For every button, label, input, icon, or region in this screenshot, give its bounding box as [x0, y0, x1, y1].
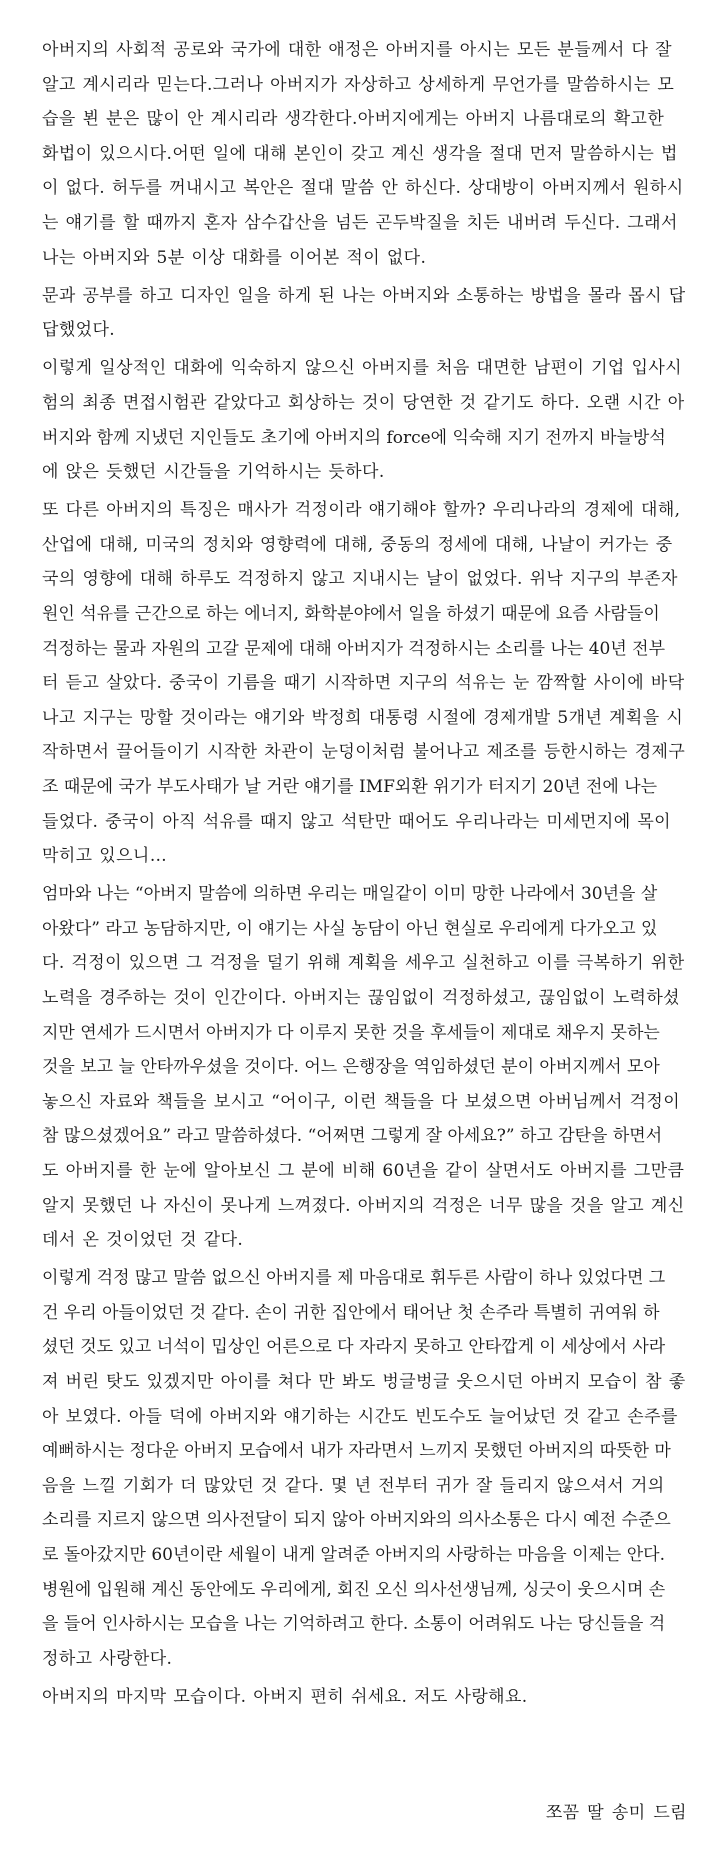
text-line: 아버지의 사회적 공로와 국가에 대한 애정은 아버지를 아시는 모든 분들께서 다 잘: [42, 40, 672, 60]
text-line: 나고 지구는 망할 것이라는 얘기와 박정희 대통령 시절에 경제개발 5개년 계획을 시: [42, 707, 684, 728]
text-line: 알지 못했던 나 자신이 못나게 느껴졌다. 아버지의 걱정은 너무 많을 것을 알고 계신: [42, 1195, 685, 1216]
text-line: 셨던 것도 있고 너석이 밉상인 어른으로 다 자라지 못하고 안타깝게 이 세상에서 사라: [42, 1337, 666, 1358]
text-line: 이렇게 일상적인 대화에 익숙하지 않으신 아버지를 처음 대면한 남편이 기업 입사시: [42, 358, 682, 379]
text-line: 알고 계시리라 믿는다.그러나 아버지가 자상하고 상세하게 무언가를 말씀하시는 모: [42, 74, 675, 95]
text-line: 참 많으셨겠어요” 라고 말씀하셨다. “어쩌면 그렇게 잘 아세요?” 하고 감탄을 하면서: [42, 1126, 663, 1147]
text-line: 아왔다” 라고 농담하지만, 이 얘기는 사실 농담이 아닌 현실로 우리에게 다가오고 있: [42, 918, 658, 939]
text-line: 원인 석유를 근간으로 하는 에너지, 화학분야에서 일을 하셨기 때문에 요즘 사람들이: [42, 604, 660, 624]
text-line: 또 다른 아버지의 특징은 매사가 걱정이라 얘기해야 할까? 우리나라의 경제에 대해,: [42, 500, 681, 521]
text-line: 데서 온 것이었던 것 같다.: [42, 1230, 244, 1251]
text-line: 도 아버지를 한 눈에 알아보신 그 분에 비해 60년을 같이 살면서도 아버지를 그만큼: [42, 1161, 685, 1181]
text-line: 들었다. 중국이 아직 석유를 때지 않고 석탄만 때어도 우리나라는 미세먼지에 목이: [42, 811, 671, 832]
text-line: 이 없다. 허두를 꺼내시고 복안은 절대 말씀 안 하신다. 상대방이 아버지께서 원하시: [42, 178, 684, 199]
text-line: 예뻐하시는 정다운 아버지 모습에서 내가 자라면서 느끼지 못했던 아버지의 따뜻한 마: [42, 1441, 671, 1462]
paragraph: [42, 1261, 686, 1676]
text-line: 놓으신 자료와 책들을 보시고 “어이구, 이런 책들을 다 보셨으면 아버님께서 걱정이: [42, 1091, 681, 1112]
text-line: 병원에 입원해 계신 동안에도 우리에게, 회진 오신 의사선생님께, 싱긋이 웃으시며 손: [42, 1579, 666, 1600]
paragraph: [42, 279, 686, 348]
text-line: 산업에 대해, 미국의 정치와 영향력에 대해, 중동의 정세에 대해, 나날이 커가는 중: [42, 534, 673, 555]
text-line: 다. 걱정이 있으면 그 걱정을 덜기 위해 계획을 세우고 실천하고 이를 극복하기 위한: [42, 953, 685, 974]
text-line: 문과 공부를 하고 디자인 일을 하게 된 나는 아버지와 소통하는 방법을 몰라 몹시 답: [42, 285, 686, 306]
paragraph: [42, 351, 686, 489]
text-line: 걱정하는 물과 자원의 고갈 문제에 대해 아버지가 걱정하시는 소리를 나는 40년 전부: [42, 638, 665, 659]
text-line: 는 얘기를 할 때까지 혼자 삼수갑산을 넘든 곤두박질을 치든 내버려 두신다. 그래서: [42, 212, 678, 233]
text-line: 막히고 있으니…: [42, 846, 168, 867]
text-line: 습을 뵌 분은 많이 안 계시리라 생각한다.아버지에게는 아버지 나름대로의 확고한: [42, 109, 665, 130]
text-line: 조 때문에 국가 부도사태가 날 거란 얘기를 IMF외환 위기가 터지기 20년 전에 나는: [42, 776, 658, 797]
signature: 쪼꼼 딸 송미 드림: [545, 1803, 687, 1823]
text-line: 답했었다.: [42, 320, 116, 341]
text-line: 정하고 사랑한다.: [42, 1648, 173, 1669]
text-line: 국의 영향에 대해 하루도 걱정하지 않고 지내시는 날이 없었다. 위낙 지구의 부존자: [42, 569, 678, 590]
text-line: 화법이 있으시다.어떤 일에 대해 본인이 갖고 계신 생각을 절대 먼저 말씀하시는 법: [42, 143, 678, 164]
paragraph: [42, 33, 686, 275]
text-line: 건 우리 아들이었던 것 같다. 손이 귀한 집안에서 태어난 첫 손주라 특별히 귀여워 하: [42, 1302, 660, 1323]
text-line: 노력을 경주하는 것이 인간이다. 아버지는 끊임없이 걱정하셨고, 끊임없이 노력하셨: [42, 988, 680, 1009]
text-line: 엄마와 나는 “아버지 말씀에 의하면 우리는 매일같이 이미 망한 나라에서 30년을 살: [42, 884, 658, 905]
text-line: 작하면서 끌어들이기 시작한 차관이 눈덩이처럼 불어나고 제조를 등한시하는 경제구: [42, 742, 686, 763]
text-line: 터 듣고 살았다. 중국이 기름을 때기 시작하면 지구의 석유는 눈 깜짝할 사이에 바닥: [42, 673, 685, 694]
text-line: 험의 최종 면접시험관 같았다고 회상하는 것이 당연한 것 같기도 하다. 오랜 시간 아: [42, 392, 685, 413]
text-line: 것을 보고 늘 안타까우셨을 것이다. 어느 은행장을 역임하셨던 분이 아버지께서 모아: [42, 1057, 660, 1078]
text-line: 음을 느낄 기회가 더 많았던 것 같다. 몇 년 전부터 귀가 잘 들리지 않으셔서 거의: [42, 1475, 665, 1496]
text-line: 로 돌아갔지만 60년이란 세월이 내게 알려준 아버지의 사랑하는 마음을 이제는 안다.: [42, 1545, 665, 1566]
paragraph: [42, 493, 686, 874]
text-line: 아 보였다. 아들 덕에 아버지와 얘기하는 시간도 빈도수도 늘어났던 것 같고 손주를: [42, 1406, 678, 1427]
text-line: 이렇게 걱정 많고 말씀 없으신 아버지를 제 마음대로 휘두른 사람이 하나 있었다면 그: [42, 1268, 666, 1289]
text-line: 버지와 함께 지냈던 지인들도 초기에 아버지의 force에 익숙해 지기 전까지 바늘방석: [42, 427, 666, 448]
paragraph: [42, 877, 686, 1258]
text-line: 지만 연세가 드시면서 아버지가 다 이루지 못한 것을 후세들이 제대로 채우지 못하는: [42, 1022, 660, 1043]
paragraph: [42, 1680, 686, 1715]
letter-body: [42, 33, 686, 1718]
text-line: 소리를 지르지 않으면 의사전달이 되지 않아 아버지와의 의사소통은 다시 예전 수준으: [42, 1510, 671, 1531]
text-line: 에 앉은 듯했던 시간들을 기억하시는 듯하다.: [42, 462, 385, 483]
text-line: 나는 아버지와 5분 이상 대화를 이어본 적이 없다.: [42, 247, 427, 268]
text-line: 아버지의 마지막 모습이다. 아버지 편히 쉬세요. 저도 사랑해요.: [42, 1686, 528, 1707]
text-line: 을 들어 인사하시는 모습을 나는 기억하려고 한다. 소통이 어려워도 나는 당신들을 걱: [42, 1614, 666, 1635]
text-line: 져 버린 탓도 있겠지만 아이를 쳐다 만 봐도 벙글벙글 웃으시던 아버지 모습이 참 좋: [42, 1372, 686, 1393]
